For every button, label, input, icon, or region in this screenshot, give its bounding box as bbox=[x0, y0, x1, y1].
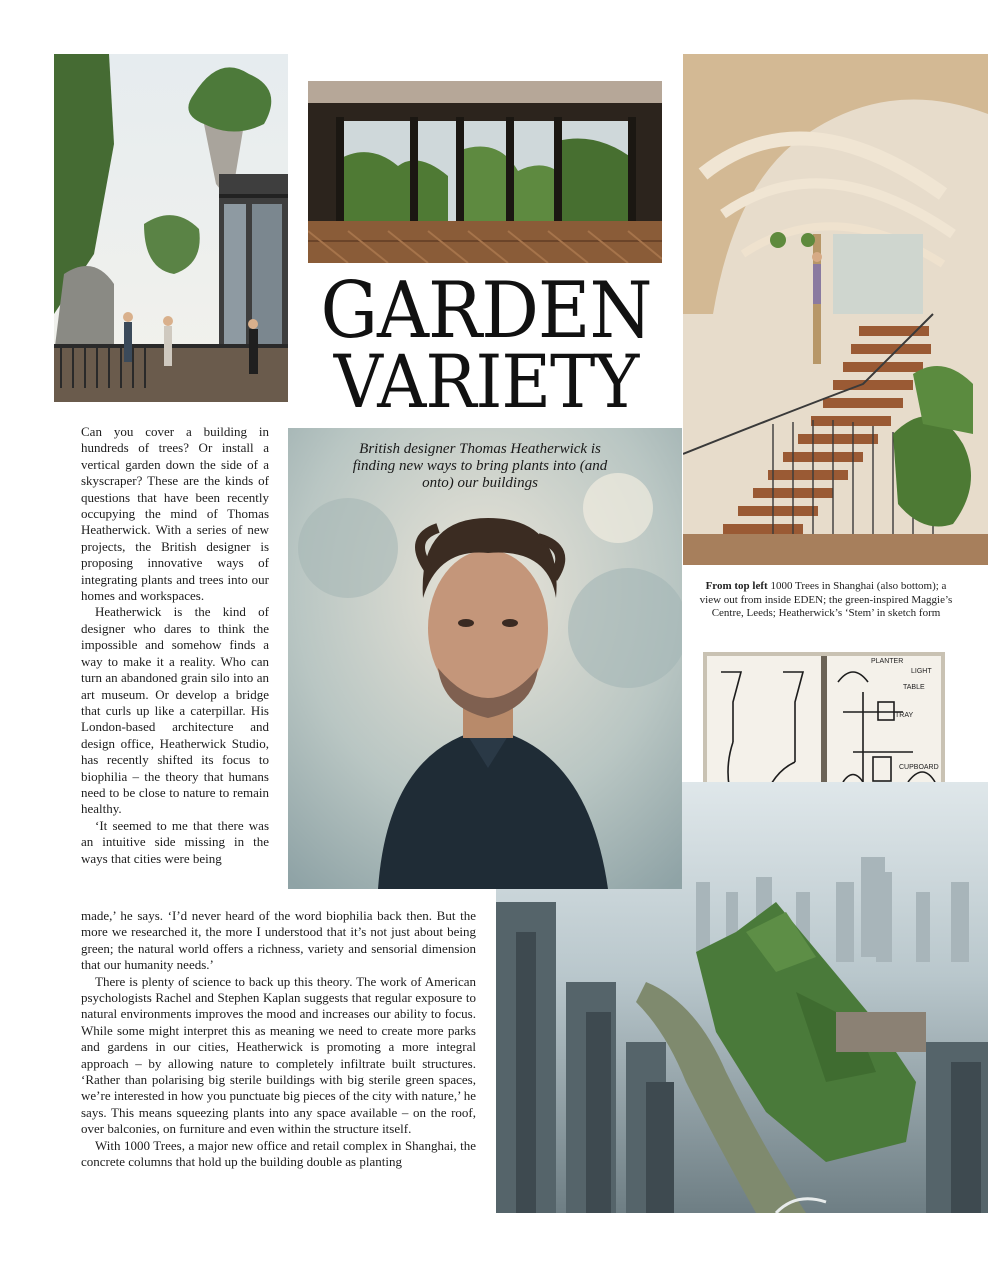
body-paragraph: Can you cover a building in hundreds of trees? Or install a vertical garden down the side of a skyscraper? These are the kinds of questions that have been recently occupying the mind of Thomas Heatherwick. With a series of new projects, the British designer is proposing innovative ways of integrating plants and trees into our homes and workspaces. bbox=[81, 424, 269, 604]
sketch-label-tray: TRAY bbox=[895, 712, 914, 719]
body-paragraph: ‘It seemed to me that there was an intuitive side missing in the ways that cities were being bbox=[81, 817, 269, 866]
sketch-label-planter: PLANTER bbox=[871, 658, 904, 665]
photo-eden-interior bbox=[308, 81, 662, 263]
caption-lead: From top left bbox=[705, 580, 768, 592]
standfirst: British designer Thomas Heatherwick is finding new ways to bring plants into (and onto) our buildings bbox=[352, 441, 608, 491]
body-column-narrow bbox=[81, 424, 269, 867]
sketch-label-cupboard: CUPBOARD bbox=[899, 764, 939, 771]
headline bbox=[300, 264, 672, 426]
photo-maggies-centre-staircase bbox=[683, 54, 988, 565]
caption-text: 1000 Trees in Shanghai (also bottom); a view out from inside EDEN; the green-inspired Maggie’s Centre, Leeds; Heatherwick’s ‘Stem’ in sketch form bbox=[699, 580, 953, 619]
photo-heatherwick-portrait bbox=[288, 428, 682, 889]
photo-caption bbox=[696, 580, 956, 621]
sketch-label-light: LIGHT bbox=[911, 668, 932, 675]
body-paragraph: With 1000 Trees, a major new office and retail complex in Shanghai, the concrete columns that hold up the building double as planting bbox=[81, 1137, 476, 1170]
body-paragraph: There is plenty of science to back up this theory. The work of American psychologists Rachel and Stephen Kaplan suggests that regular exposure to natural environments improves the mood and increases our ability to focus. While some might interpret this as meaning we need to create more parks and gardens in our cities, Heatherwick is promoting a more integral approach – by allowing nature to completely infiltrate built structures. ‘Rather than polarising big sterile buildings with big sterile green spaces, we’re interested in how you punctuate big pieces of the city with nature,’ he says. This means squeezing plants into any space available – on the roof, over balconies, on furniture and even within the structure itself. bbox=[81, 973, 476, 1137]
body-paragraph: Heatherwick is the kind of designer who dares to think the impossible and somehow finds a way to make it a reality. Who can turn an abandoned grain silo into an art museum. Or develop a bridge that curls up like a caterpillar. His London-based architecture and design office, Heatherwick Studio, has recently shifted its focus to biophilia – the theory that humans need to be close to nature to remain healthy. bbox=[81, 604, 269, 817]
photo-1000-trees-terrace bbox=[54, 54, 288, 402]
headline-line-1: GARDEN bbox=[320, 264, 652, 356]
body-paragraph: made,’ he says. ‘I’d never heard of the word biophilia back then. But the more we researched it, the more I understood that it’s not just about being green; the natural world offers a richness, variety and sensorial dimension that our humanity needs.’ bbox=[81, 908, 476, 973]
sketch-label-table: TABLE bbox=[903, 684, 925, 691]
body-column-wide bbox=[81, 908, 476, 1171]
headline-line-2: VARIETY bbox=[333, 339, 639, 426]
